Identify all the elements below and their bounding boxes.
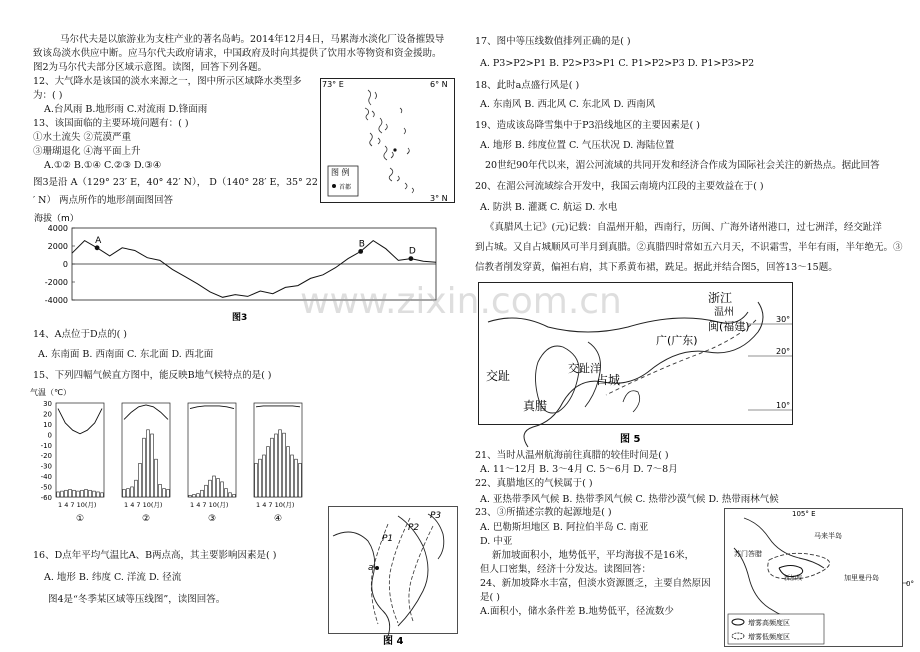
climate-y-tick: -30 [40,462,52,471]
question-16: 16、D点年平均气温比A、B两点高，其主要影响因素是( ) [33,550,277,561]
climate-panel [122,403,170,497]
lat-top-label: 6° N [430,80,448,89]
precip-bar [81,490,84,497]
precip-bar [101,493,104,497]
question-14-options: A. 东南面 B. 西南面 C. 东北面 D. 西北面 [38,349,214,360]
lat-bottom-label: 3° N [430,194,448,203]
precip-bar [189,495,192,497]
temperature-curve [190,406,234,409]
profile-y-tick: 0 [62,260,68,269]
climate-x-label: 1 4 7 10(月) [58,501,97,509]
precip-bar [201,490,204,497]
map-singapore: 新加坡 [784,575,803,582]
climate-panel-label: ① [76,514,85,524]
precip-bar [73,490,76,497]
question-14: 14、A点位于D点的( ) [33,329,127,340]
precip-bar [255,463,258,497]
lat-0: 0° [906,580,914,588]
map-guangdong: 广(广东) [656,334,698,347]
question-24-options: A.面积小，储水条件差 B.地势低平，径流数少 [480,606,674,617]
precip-bar [127,489,130,497]
precip-bar [283,433,286,497]
profile-point-B [358,249,363,254]
climate-y-tick: 20 [43,410,52,419]
isobar-p1: P1 [382,534,394,544]
climate-x-label: 1 4 7 10(月) [256,501,295,509]
point-a: a [368,563,374,573]
fig3-intro-1: 图3是沿 A（129° 23′ E，40° 42′ N）， D（140° 28′ E，35° 22 [33,177,318,188]
precip-bar [193,494,196,497]
question-19-options: A. 地形 B. 纬度位置 C. 气压状况 D. 海陆位置 [480,140,675,151]
climate-x-label: 1 4 7 10(月) [190,501,229,509]
precip-bar [217,479,220,497]
figure-climate-charts [30,385,320,540]
precip-bar [135,480,138,497]
question-17-options: A. P3>P2>P1 B. P2>P3>P1 C. P1>P2>P3 D. P1>P3>P2 [480,58,755,69]
precip-bar [287,447,290,497]
precip-bar [299,463,302,497]
intro-text-3: 图2为马尔代夫部分区域示意图。读图，回答下列各题。 [33,62,268,73]
climate-panel [188,403,236,497]
question-20: 20、在湄公河流域综合开发中，我国云南境内江段的主要效益在于( ) [475,181,764,192]
precip-bar [139,463,142,497]
question-18: 18、此时a点盛行风是( ) [475,80,580,91]
question-23: 23、③所描述宗教的起源地是( ) [475,507,612,518]
question-17: 17、图中等压线数值排列正确的是( ) [475,36,631,47]
watermark: www.zixin.com.cn [300,281,622,322]
temperature-curve [256,406,300,407]
precip-bar [65,490,68,497]
precip-bar [233,494,236,497]
climate-panel-label: ④ [274,514,283,524]
precip-bar [89,490,92,497]
question-13-options: A.①② B.①④ C.②③ D.③④ [44,160,162,171]
climate-y-tick: -10 [40,441,52,450]
map-wenzhou: 温州 [714,307,734,318]
lon-105: 105° E [792,510,816,518]
climate-y-tick: -60 [40,494,52,502]
precip-bar [209,480,212,497]
question-24: 24、新加坡降水丰富，但淡水资源匮乏，主要自然原因 [480,578,711,589]
precip-bar [271,438,274,497]
precip-bar [147,430,150,497]
precip-bar [221,482,224,497]
question-15: 15、下列四幅气候直方图中，能反映B地气候特点的是( ) [33,370,272,381]
legend-capital: 首都 [339,184,352,191]
question-23-options-1: A. 巴勒斯坦地区 B. 阿拉伯半岛 C. 南亚 [480,522,649,533]
figure-4-isobar-map [328,506,458,646]
precip-bar [279,430,282,497]
question-21: 21、当时从温州航海前往真腊的较佳时间是( ) [475,450,669,461]
precip-bar [85,489,88,497]
climate-panel-label: ③ [208,514,217,524]
precip-bar [295,459,298,497]
question-12-options: A.台风雨 B.地形雨 C.对流雨 D.锋面雨 [44,104,208,115]
precip-bar [275,434,278,497]
precip-bar [61,491,64,497]
climate-y-tick: -40 [40,473,52,482]
isobar-p2: P2 [408,523,420,533]
fig3-caption: 图3 [232,313,248,323]
climate-panel-label: ② [142,514,151,524]
question-20-options: A. 防洪 B. 灌溉 C. 航运 D. 水电 [480,202,618,213]
legend-low-fog: 增雾低频度区 [748,633,790,641]
question-13: 13、该国面临的主要环境问题有：( ) [33,118,189,129]
precip-bar [159,484,162,497]
map-zhancheng: 占城 [596,373,621,387]
singapore-text-1: 新加坡面积小，地势低平，平均海拔不是16米， [492,550,695,561]
lat-20: 20° [776,347,791,356]
map-malay: 马来半岛 [814,532,842,540]
legend-title: 图 例 [331,168,350,177]
temperature-curve [124,405,168,419]
profile-y-tick: 4000 [47,224,68,233]
map-sumatra: 苏门答腊 [734,550,762,558]
profile-y-tick: -2000 [44,278,68,287]
question-19: 19、造成该岛降雪集中于P3沿线地区的主要因素是( ) [475,120,700,131]
climate-x-label: 1 4 7 10(月) [124,501,163,509]
question-16-options: A. 地形 B. 纬度 C. 洋流 D. 径流 [44,572,182,583]
precip-bar [213,476,216,497]
zhenla-text-2: 到占城。又自占城顺风可半月到真腊。②真腊四时常如五六月天，不识霜雪，半年有雨，半年绝无。③ [475,242,903,253]
lat-30: 30° [776,315,791,324]
precip-bar [57,492,60,497]
question-18-options: A. 东南风 B. 西北风 C. 东北风 D. 西南风 [480,99,656,110]
precip-bar [163,489,166,497]
precip-bar [69,489,72,497]
figure-2-maldives-map [320,78,455,203]
precip-bar [131,487,134,497]
lon-label: 73° E [322,80,344,89]
zhenla-text-1: 《真腊风土记》(元)记载：自温州开船，西南行，历闽、广海外诸州港口，过七洲洋，经交趾洋 [485,222,882,233]
precip-bar [229,493,232,497]
intro-text-2: 致该岛淡水供应中断。应马尔代夫政府请求，中国政府及时向其提供了饮用水等物资和资金援助。 [33,48,442,59]
precip-bar [93,491,96,497]
climate-y-tick: -50 [40,483,52,492]
map-jiaozhiyang: 交趾洋 [568,362,601,375]
climate-y-tick: 0 [47,431,52,440]
fig5-caption: 图 5 [620,434,641,445]
profile-point-label: A [95,235,102,246]
profile-y-label: 海拔（m） [34,214,79,224]
map-jiaozhi: 交趾 [486,369,511,383]
question-13-items-2: ③珊瑚退化 ④海平面上升 [33,146,141,157]
question-12: 12、大气降水是该国的淡水来源之一，图中所示区域降水类型多 [33,76,302,87]
fig4-intro: 图4是“冬季某区域等压线图”，读图回答。 [48,594,226,605]
lat-10: 10° [776,401,791,410]
mekong-text: 20世纪90年代以来，湄公河流域的共同开发和经济合作成为国际社会关注的新热点。据此回答 [485,160,880,171]
precip-bar [259,459,262,497]
question-24-cont: 是( ) [480,592,500,603]
fig4-caption: 图 4 [383,636,404,646]
precip-bar [267,447,270,497]
precip-bar [97,492,100,497]
zhenla-text-3: 信教者削发穿黄，偏袒右肩，其下系黄布裙，跣足。据此并结合图5，回答13～15题。 [475,262,838,273]
climate-y-tick: 30 [43,400,52,408]
precip-bar [225,489,228,497]
climate-panel [56,403,104,497]
precip-bar [205,485,208,497]
question-22: 22、真腊地区的气候属于( ) [475,478,593,489]
legend-high-fog: 增雾高频度区 [748,619,790,627]
precip-bar [151,434,154,497]
precip-bar [167,489,170,497]
precip-bar [123,489,126,497]
profile-point-label: D [408,246,416,257]
singapore-text-2: 但人口密集，经济十分发达。读图回答： [480,564,652,575]
map-fujian: 闽(福建) [708,320,750,333]
profile-y-tick: -4000 [44,296,68,305]
precip-bar [291,455,294,497]
precip-bar [197,494,200,497]
climate-y-tick: -20 [40,452,52,461]
question-21-options: A. 11～12月 B. 3～4月 C. 5～6月 D. 7～8月 [480,464,678,475]
precip-bar [263,455,266,497]
question-12-cont: 为：( ) [33,90,63,101]
precip-bar [77,491,80,497]
question-13-items-1: ①水土流失 ②荒漠严重 [33,132,132,143]
isobar-p3: P3 [430,511,442,521]
climate-y-label: 气温（℃） [30,388,71,397]
figure-6-singapore-map [724,508,914,648]
question-22-options: A. 亚热带季风气候 B. 热带季风气候 C. 热带沙漠气候 D. 热带雨林气候 [480,494,779,505]
precip-bar [143,438,146,497]
profile-point-A [95,245,100,250]
profile-point-D [408,256,413,261]
profile-point-label: B [358,239,365,250]
fig3-intro-2: ′ N） 两点所作的地形剖面图回答 [33,195,174,206]
question-23-options-2: D. 中亚 [480,536,513,547]
profile-y-tick: 2000 [47,242,68,251]
temperature-curve [58,409,102,434]
precip-bar [155,459,158,497]
map-zhejiang: 浙江 [708,291,733,305]
map-kalimantan: 加里曼丹岛 [844,574,879,582]
map-zhenla: 真腊 [523,399,548,413]
intro-text-1: 马尔代夫是以旅游业为支柱产业的著名岛屿。2014年12月4日，马累海水淡化厂设备摧毁导 [60,34,445,45]
climate-y-tick: 10 [43,420,52,429]
